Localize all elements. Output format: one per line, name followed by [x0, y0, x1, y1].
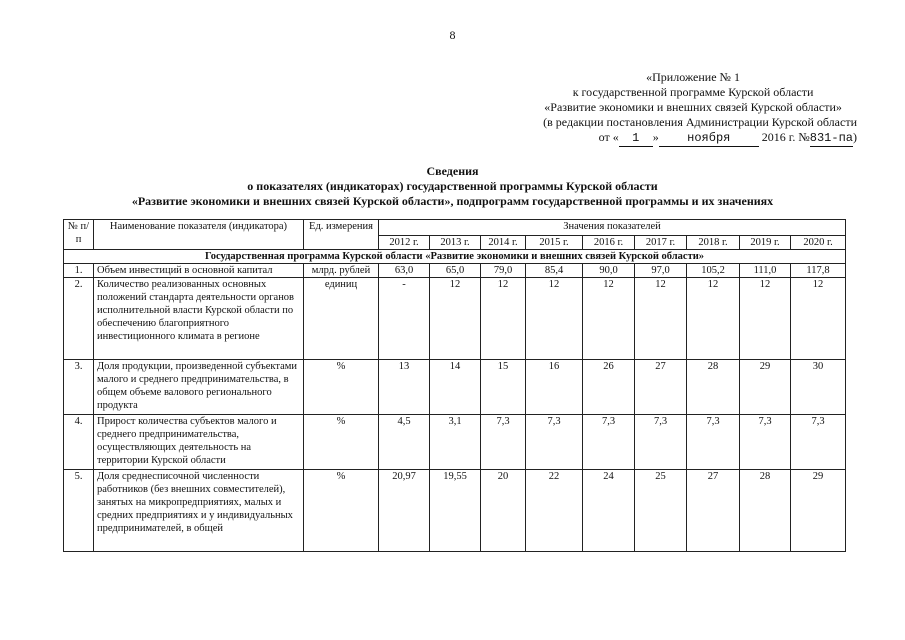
- row-value: 4,5: [379, 415, 430, 470]
- row-no: 4.: [64, 415, 94, 470]
- row-value: 28: [687, 360, 740, 415]
- title-line-3: «Развитие экономики и внешних связей Курской области», подпрограмм государственной программы и их значениях: [131, 194, 774, 208]
- table-row: [64, 415, 846, 470]
- page-number: 8: [449, 28, 456, 42]
- header-no: № п/п: [64, 220, 94, 250]
- row-value: 27: [687, 470, 740, 552]
- row-name: Доля среднесписочной численности работников (без внешних совместителей), занятых на микропредприятиях, малых и средних предприятиях и у индивидуальных предпринимателей, в общей: [94, 470, 304, 552]
- decree-number: 831-па: [809, 131, 853, 145]
- row-value: -: [379, 278, 430, 360]
- header-year: 2013 г.: [430, 236, 481, 250]
- row-value: 14: [430, 360, 481, 415]
- table-row: [64, 470, 846, 552]
- header-year: 2015 г.: [526, 236, 583, 250]
- row-name: Доля продукции, произведенной субъектами малого и среднего предпринимательства, в общем объеме валового регионального продукта: [94, 360, 304, 415]
- row-value: 12: [687, 278, 740, 360]
- row-value: 27: [635, 360, 687, 415]
- row-no: 3.: [64, 360, 94, 415]
- row-value: 7,3: [687, 415, 740, 470]
- annex-line-edition: (в редакции постановления Администрации Курской области: [543, 115, 857, 129]
- row-value: 7,3: [526, 415, 583, 470]
- row-value: 19,55: [430, 470, 481, 552]
- row-value: 7,3: [635, 415, 687, 470]
- header-year: 2019 г.: [740, 236, 791, 250]
- header-values-group: Значения показателей: [379, 220, 846, 236]
- row-value: 25: [635, 470, 687, 552]
- annex-block: [529, 70, 857, 147]
- row-value: 79,0: [481, 264, 526, 278]
- row-value: 7,3: [740, 415, 791, 470]
- header-year: 2018 г.: [687, 236, 740, 250]
- row-value: 12: [740, 278, 791, 360]
- row-value: 30: [791, 360, 846, 415]
- row-value: 12: [526, 278, 583, 360]
- annex-date-line: [529, 130, 857, 147]
- date-mid: »: [652, 130, 659, 144]
- row-value: 97,0: [635, 264, 687, 278]
- title-line-2: о показателях (индикаторах) государственной программы Курской области: [247, 179, 658, 193]
- annex-line-program: к государственной программе Курской области: [572, 85, 814, 99]
- row-value: 12: [635, 278, 687, 360]
- row-value: 7,3: [481, 415, 526, 470]
- row-value: 20,97: [379, 470, 430, 552]
- row-value: 22: [526, 470, 583, 552]
- row-value: 105,2: [687, 264, 740, 278]
- table-row: [64, 360, 846, 415]
- date-prefix: от «: [598, 130, 619, 144]
- row-value: 24: [583, 470, 635, 552]
- row-value: 29: [740, 360, 791, 415]
- row-unit: млрд. рублей: [304, 264, 379, 278]
- table-row: [64, 264, 846, 278]
- annex-title: «Приложение № 1: [646, 70, 740, 84]
- indicators-table: [63, 219, 846, 552]
- header-unit: Ед. измерения: [304, 220, 379, 250]
- row-name: Количество реализованных основных положений стандарта деятельности органов исполнительной власти Курской области по обеспечению благоприятного инвестиционного климата в регионе: [94, 278, 304, 360]
- row-value: 16: [526, 360, 583, 415]
- row-unit: %: [304, 360, 379, 415]
- date-day: 1: [619, 131, 653, 147]
- annex-line-program-name: «Развитие экономики и внешних связей Курской области»: [544, 100, 842, 114]
- row-value: 85,4: [526, 264, 583, 278]
- row-value: 12: [583, 278, 635, 360]
- row-unit: единиц: [304, 278, 379, 360]
- document-title: [0, 164, 905, 209]
- row-value: 26: [583, 360, 635, 415]
- row-value: 111,0: [740, 264, 791, 278]
- row-value: 117,8: [791, 264, 846, 278]
- row-value: 90,0: [583, 264, 635, 278]
- row-name: Прирост количества субъектов малого и среднего предпринимательства, осуществляющих деятельность на территории Курской области: [94, 415, 304, 470]
- row-value: 3,1: [430, 415, 481, 470]
- row-value: 15: [481, 360, 526, 415]
- date-month: ноября: [659, 131, 759, 147]
- header-year: 2014 г.: [481, 236, 526, 250]
- row-value: 28: [740, 470, 791, 552]
- row-value: 13: [379, 360, 430, 415]
- header-year: 2012 г.: [379, 236, 430, 250]
- row-value: 7,3: [583, 415, 635, 470]
- section-heading: Государственная программа Курской области «Развитие экономики и внешних связей Курской области»: [64, 250, 846, 264]
- date-year: 2016 г. №: [761, 130, 810, 144]
- row-value: 12: [430, 278, 481, 360]
- header-year: 2017 г.: [635, 236, 687, 250]
- date-close: ): [853, 130, 857, 144]
- table-row: [64, 278, 846, 360]
- row-value: 7,3: [791, 415, 846, 470]
- header-name: Наименование показателя (индикатора): [94, 220, 304, 250]
- row-value: 20: [481, 470, 526, 552]
- row-value: 12: [791, 278, 846, 360]
- row-value: 63,0: [379, 264, 430, 278]
- row-unit: %: [304, 470, 379, 552]
- row-value: 29: [791, 470, 846, 552]
- row-value: 65,0: [430, 264, 481, 278]
- row-no: 2.: [64, 278, 94, 360]
- header-year: 2016 г.: [583, 236, 635, 250]
- row-no: 1.: [64, 264, 94, 278]
- row-unit: %: [304, 415, 379, 470]
- row-no: 5.: [64, 470, 94, 552]
- row-value: 12: [481, 278, 526, 360]
- row-name: Объем инвестиций в основной капитал: [94, 264, 304, 278]
- title-line-1: Сведения: [426, 164, 479, 178]
- header-year: 2020 г.: [791, 236, 846, 250]
